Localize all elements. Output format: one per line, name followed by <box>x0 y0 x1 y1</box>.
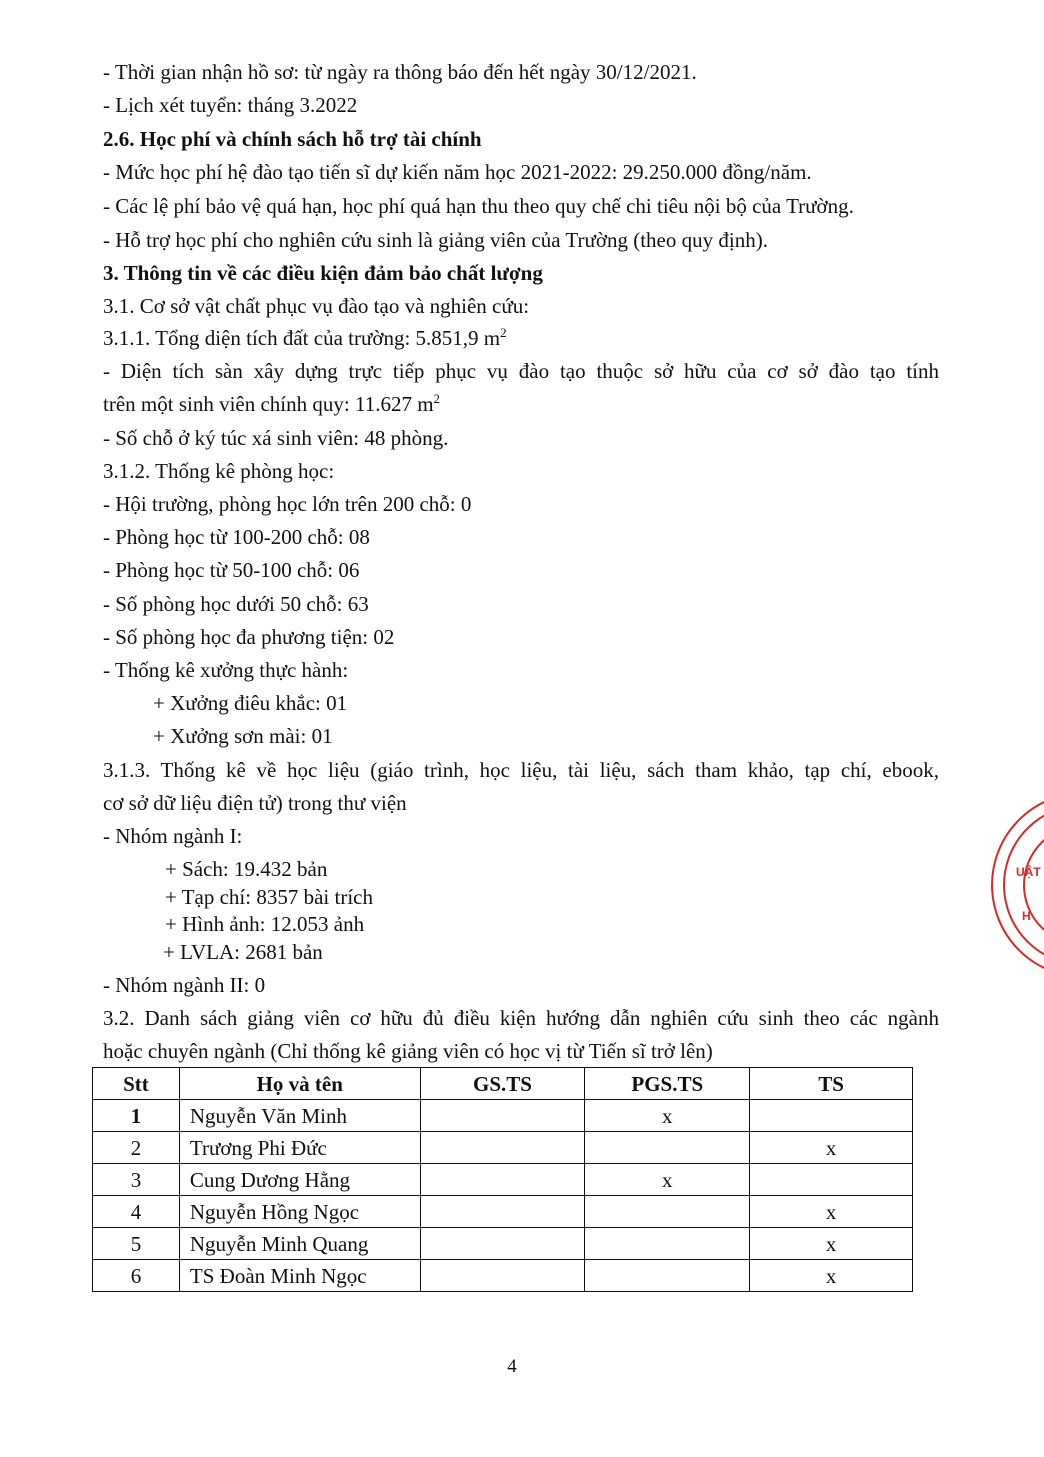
cell-stt: 5 <box>93 1228 180 1260</box>
text-line: - Số phòng học đa phương tiện: 02 <box>103 625 395 649</box>
cell-gsts <box>420 1164 585 1196</box>
header-ts: TS <box>750 1068 913 1100</box>
cell-ts: x <box>750 1196 913 1228</box>
supervisor-table <box>92 1067 913 1292</box>
seal-text-fragment: H <box>1022 909 1031 923</box>
text-line: - Thời gian nhận hồ sơ: từ ngày ra thông báo đến hết ngày 30/12/2021. <box>103 60 697 84</box>
cell-stt: 3 <box>93 1164 180 1196</box>
text-line: 3.1.3. Thống kê về học liệu (giáo trình, học liệu, tài liệu, sách tham khảo, tạp chí, ebook, <box>103 758 939 782</box>
cell-gsts <box>420 1132 585 1164</box>
sub-item: + LVLA: 2681 bản <box>163 940 323 964</box>
text-line: - Thống kê xưởng thực hành: <box>103 658 349 682</box>
table-row <box>93 1260 913 1292</box>
sub-item: + Sách: 19.432 bản <box>165 857 328 881</box>
sub-item: + Xưởng điêu khắc: 01 <box>153 691 348 715</box>
text-line: cơ sở dữ liệu điện tử) trong thư viện <box>103 791 407 815</box>
header-stt: Stt <box>93 1068 180 1100</box>
table-row <box>93 1164 913 1196</box>
seal-text-fragment: UẬT <box>1016 865 1041 879</box>
text-line-floor-area <box>103 391 440 417</box>
text-line: - Số chỗ ở ký túc xá sinh viên: 48 phòng. <box>103 426 449 450</box>
header-gsts: GS.TS <box>420 1068 585 1100</box>
table-header-row <box>93 1068 913 1100</box>
cell-pgsts: x <box>585 1100 750 1132</box>
text-line: hoặc chuyên ngành (Chỉ thống kê giảng viên có học vị từ Tiến sĩ trở lên) <box>103 1039 713 1063</box>
text-line: 3.2. Danh sách giảng viên cơ hữu đủ điều kiện hướng dẫn nghiên cứu sinh theo các ngành <box>103 1006 939 1030</box>
text-line: - Diện tích sàn xây dựng trực tiếp phục vụ đào tạo thuộc sở hữu của cơ sở đào tạo tính <box>103 359 939 383</box>
text-line: - Phòng học từ 100-200 chỗ: 08 <box>103 525 370 549</box>
text-line: - Phòng học từ 50-100 chỗ: 06 <box>103 558 360 582</box>
area-text: 3.1.1. Tổng diện tích đất của trường: 5.851,9 m <box>103 326 501 350</box>
cell-ts <box>750 1100 913 1132</box>
cell-name: Nguyễn Văn Minh <box>179 1100 420 1132</box>
cell-pgsts: x <box>585 1164 750 1196</box>
text-line: - Mức học phí hệ đào tạo tiến sĩ dự kiến năm học 2021-2022: 29.250.000 đồng/năm. <box>103 160 812 184</box>
text-line: - Nhóm ngành II: 0 <box>103 973 266 997</box>
cell-pgsts <box>585 1196 750 1228</box>
header-name: Họ và tên <box>179 1068 420 1100</box>
text-line: 3.1.2. Thống kê phòng học: <box>103 459 335 483</box>
cell-stt: 6 <box>93 1260 180 1292</box>
text-line: - Lịch xét tuyển: tháng 3.2022 <box>103 93 358 117</box>
superscript: 2 <box>500 325 507 340</box>
header-pgsts: PGS.TS <box>585 1068 750 1100</box>
text-line: - Hội trường, phòng học lớn trên 200 chỗ: 0 <box>103 492 472 516</box>
text-line: - Các lệ phí bảo vệ quá hạn, học phí quá hạn thu theo quy chế chi tiêu nội bộ của Trường. <box>103 194 854 218</box>
cell-gsts <box>420 1196 585 1228</box>
cell-pgsts <box>585 1228 750 1260</box>
floor-area-text: trên một sinh viên chính quy: 11.627 m <box>103 392 434 416</box>
cell-gsts <box>420 1100 585 1132</box>
cell-ts: x <box>750 1228 913 1260</box>
cell-pgsts <box>585 1132 750 1164</box>
cell-stt: 2 <box>93 1132 180 1164</box>
page-number: 4 <box>507 1356 517 1377</box>
cell-name: Trương Phi Đức <box>179 1132 420 1164</box>
sub-item: + Tạp chí: 8357 bài trích <box>165 885 373 909</box>
text-line: 3.1. Cơ sở vật chất phục vụ đào tạo và nghiên cứu: <box>103 294 530 318</box>
seal-graphic <box>984 790 1044 980</box>
cell-gsts <box>420 1228 585 1260</box>
table-row <box>93 1228 913 1260</box>
cell-pgsts <box>585 1260 750 1292</box>
cell-stt: 4 <box>93 1196 180 1228</box>
cell-name: Nguyễn Hồng Ngọc <box>179 1196 420 1228</box>
sub-item: + Xưởng sơn mài: 01 <box>153 724 333 748</box>
cell-ts: x <box>750 1132 913 1164</box>
cell-name: Nguyễn Minh Quang <box>179 1228 420 1260</box>
superscript: 2 <box>433 391 441 406</box>
section-heading-2-6: 2.6. Học phí và chính sách hỗ trợ tài chính <box>103 127 482 151</box>
text-line: - Hỗ trợ học phí cho nghiên cứu sinh là giảng viên của Trường (theo quy định). <box>103 228 768 252</box>
table-row <box>93 1132 913 1164</box>
cell-name: TS Đoàn Minh Ngọc <box>179 1260 420 1292</box>
section-heading-3: 3. Thông tin về các điều kiện đảm bảo chất lượng <box>103 261 543 285</box>
table-row <box>93 1100 913 1132</box>
cell-ts: x <box>750 1260 913 1292</box>
text-line-area <box>103 325 507 351</box>
text-line: - Nhóm ngành I: <box>103 824 243 848</box>
sub-item: + Hình ảnh: 12.053 ảnh <box>165 912 365 936</box>
text-line: - Số phòng học dưới 50 chỗ: 63 <box>103 592 369 616</box>
cell-gsts <box>420 1260 585 1292</box>
table-row <box>93 1196 913 1228</box>
cell-ts <box>750 1164 913 1196</box>
cell-stt: 1 <box>93 1100 180 1132</box>
seal-stamp <box>984 790 1044 980</box>
cell-name: Cung Dương Hằng <box>179 1164 420 1196</box>
